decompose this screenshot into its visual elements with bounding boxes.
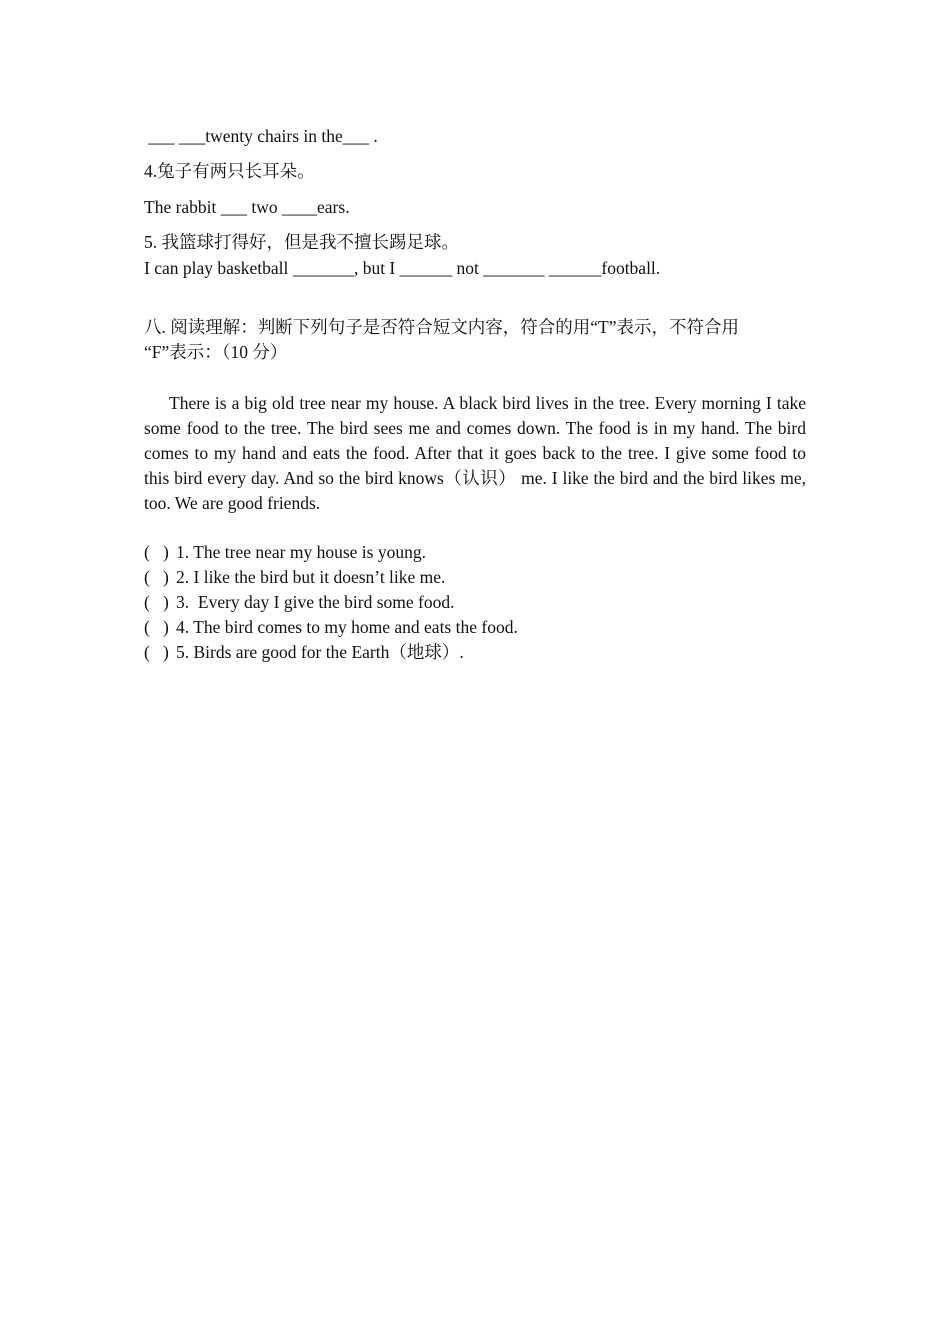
question-5-english: I can play basketball _______, but I ______ not _______ ______football.	[144, 258, 661, 278]
question-5-chinese: 5. 我篮球打得好，但是我不擅长踢足球。	[144, 232, 459, 252]
statement-text: 1. The tree near my house is young.	[176, 542, 426, 562]
answer-blank[interactable]: ( )	[144, 542, 169, 562]
reading-passage	[144, 391, 806, 516]
statement-2	[144, 565, 445, 590]
statement-3	[144, 590, 454, 615]
statement-text: 4. The bird comes to my home and eats the food.	[176, 617, 518, 637]
statement-5	[144, 640, 464, 665]
fill-blank-line-3: ___ ___twenty chairs in the___ .	[144, 126, 378, 146]
answer-blank[interactable]: ( )	[144, 567, 169, 587]
answer-blank[interactable]: ( )	[144, 592, 169, 612]
statement-4	[144, 615, 518, 640]
section-heading-line-1: 八. 阅读理解：判断下列句子是否符合短文内容，符合的用“T”表示，不符合用	[144, 317, 739, 337]
passage-text: There is a big old tree near my house. A black bird lives in the tree. Every morning I take some food to the tree. The bird sees me and comes down. The food is in my hand. The bird comes to my hand and eats the food. After that it goes back to the tree. I give some food to this bird every day. And so the bird knows（认识） me. I like the bird and the bird likes me, too. We are good friends.	[144, 393, 806, 513]
answer-blank[interactable]: ( )	[144, 642, 169, 662]
statement-text: 5. Birds are good for the Earth（地球）.	[176, 642, 464, 662]
statement-text: 3. Every day I give the bird some food.	[176, 592, 455, 612]
question-4-chinese: 4.兔子有两只长耳朵。	[144, 161, 315, 181]
answer-blank[interactable]: ( )	[144, 617, 169, 637]
statement-text: 2. I like the bird but it doesn’t like me.	[176, 567, 446, 587]
section-heading-line-2: “F”表示：（10 分）	[144, 342, 288, 362]
statement-1	[144, 540, 426, 565]
question-4-english: The rabbit ___ two ____ears.	[144, 197, 350, 217]
